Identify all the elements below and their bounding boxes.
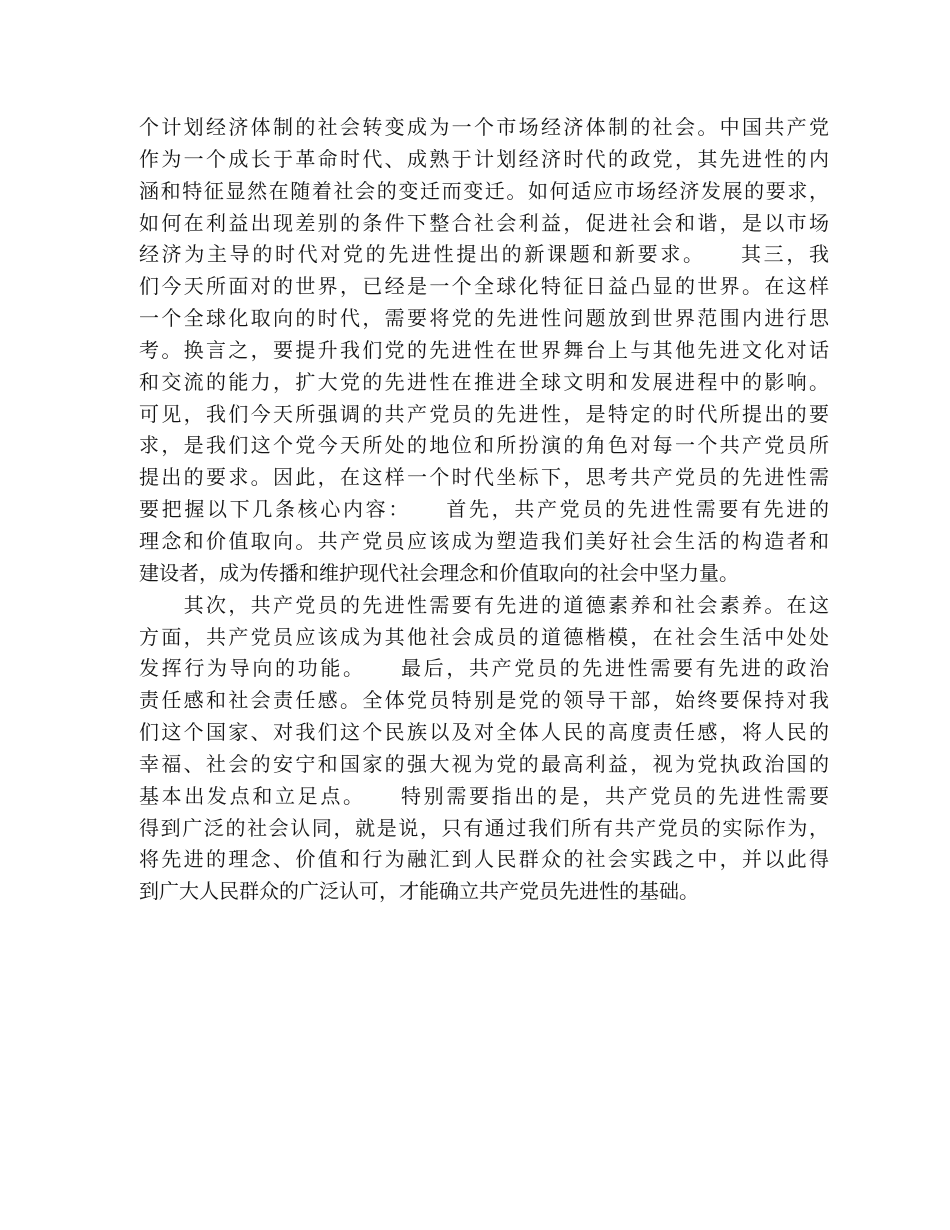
text-line-10: 可见，我们今天所强调的共产党员的先进性，是特定的时代所提出的要: [139, 401, 829, 426]
text-line-25: 到广大人民群众的广泛认可，才能确立共产党员先进性的基础。: [139, 879, 699, 904]
text-line-16: 其次，共产党员的先进性需要有先进的道德素养和社会素养。在这: [139, 592, 829, 617]
text-line-20: 们这个国家、对我们这个民族以及对全体人民的高度责任感，将人民的: [139, 720, 829, 745]
text-line-2: 作为一个成长于革命时代、成熟于计划经济时代的政党，其先进性的内: [139, 146, 829, 171]
text-line-23: 得到广泛的社会认同，就是说，只有通过我们所有共产党员的实际作为，: [139, 815, 829, 840]
text-line-17: 方面，共产党员应该成为其他社会成员的道德楷模，在社会生活中处处: [139, 624, 829, 649]
text-line-9: 和交流的能力，扩大党的先进性在推进全球文明和发展进程中的影响。: [139, 369, 829, 394]
text-line-14: 理念和价值取向。共产党员应该成为塑造我们美好社会生活的构造者和: [139, 528, 829, 553]
text-line-24: 将先进的理念、价值和行为融汇到人民群众的社会实践之中，并以此得: [139, 847, 829, 872]
text-line-5: 经济为主导的时代对党的先进性提出的新课题和新要求。 其三，我: [139, 242, 829, 267]
text-line-15: 建设者，成为传播和维护现代社会理念和价值取向的社会中坚力量。: [139, 560, 739, 585]
text-line-22: 基本出发点和立足点。 特别需要指出的是，共产党员的先进性需要: [139, 783, 829, 808]
text-line-11: 求，是我们这个党今天所处的地位和所扮演的角色对每一个共产党员所: [139, 433, 829, 458]
text-line-1: 个计划经济体制的社会转变成为一个市场经济体制的社会。中国共产党: [139, 115, 829, 139]
body-text: [139, 112, 829, 908]
text-line-8: 考。换言之，要提升我们党的先进性在世界舞台上与其他先进文化对话: [139, 337, 829, 362]
text-line-18: 发挥行为导向的功能。 最后，共产党员的先进性需要有先进的政治: [139, 656, 829, 681]
text-line-13: 要把握以下几条核心内容： 首先，共产党员的先进性需要有先进的: [139, 497, 829, 522]
text-line-7: 一个全球化取向的时代，需要将党的先进性问题放到世界范围内进行思: [139, 306, 829, 331]
text-line-21: 幸福、社会的安宁和国家的强大视为党的最高利益，视为党执政治国的: [139, 751, 829, 776]
text-line-12: 提出的要求。因此，在这样一个时代坐标下，思考共产党员的先进性需: [139, 465, 829, 490]
text-line-3: 涵和特征显然在随着社会的变迁而变迁。如何适应市场经济发展的要求，: [139, 178, 829, 203]
text-line-4: 如何在利益出现差别的条件下整合社会利益，促进社会和谐，是以市场: [139, 210, 829, 235]
text-line-19: 责任感和社会责任感。全体党员特别是党的领导干部，始终要保持对我: [139, 688, 829, 713]
text-line-6: 们今天所面对的世界，已经是一个全球化特征日益凸显的世界。在这样: [139, 274, 829, 299]
